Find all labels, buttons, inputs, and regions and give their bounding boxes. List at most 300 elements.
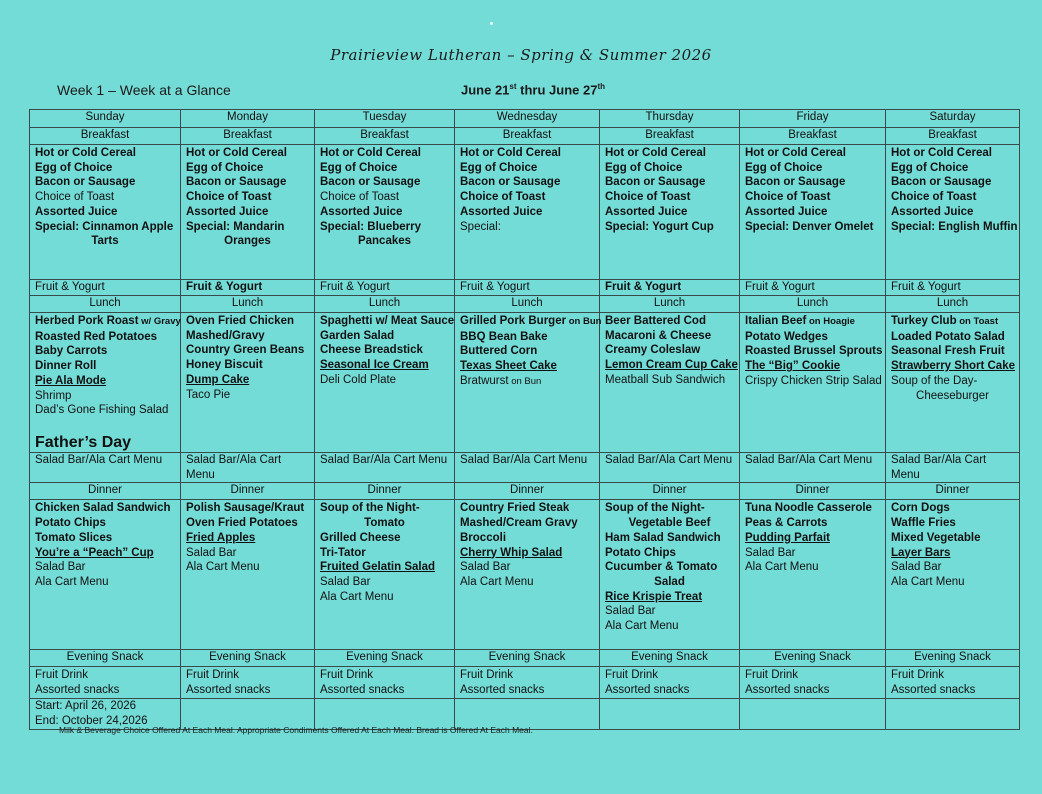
menu-item (745, 374, 880, 389)
menu-item-suffix: w/ Gravy (138, 316, 181, 327)
menu-item (460, 190, 594, 205)
menu-item-text: Egg of Choice (745, 161, 823, 174)
menu-item (320, 190, 449, 205)
menu-item-text: Layer Bars (891, 546, 951, 559)
menu-item-text: Salad Bar (35, 561, 86, 574)
menu-item-text: Seasonal Ice Cream (320, 359, 429, 372)
dinner-row-cell (30, 500, 181, 650)
menu-item (460, 161, 594, 176)
season-dates-row-cell (740, 699, 886, 729)
menu-item (35, 146, 175, 161)
menu-item-text: Assorted Juice (891, 205, 974, 218)
dinner-row-cell (455, 500, 600, 650)
menu-item-text: Egg of Choice (35, 161, 113, 174)
section-header-evening_snack-cell: Evening Snack (315, 650, 455, 667)
menu-item (186, 531, 309, 546)
menu-item-text: Fruited Gelatin Salad (320, 561, 436, 574)
menu-table (29, 109, 1020, 730)
menu-item-text: Potato Chips (35, 517, 106, 530)
menu-item-text: Bratwurst (460, 374, 509, 387)
menu-item (35, 330, 175, 345)
menu-item-text: The “Big” Cookie (745, 360, 841, 373)
menu-item-text: Assorted Juice (460, 205, 543, 218)
menu-item (605, 343, 734, 358)
menu-item-text: Peas & Carrots (745, 517, 828, 530)
section-header-dinner-cell: Dinner (315, 483, 455, 500)
menu-item-text: Cucumber & Tomato (605, 561, 718, 574)
menu-item (35, 389, 175, 404)
menu-item-text: Hot or Cold Cereal (35, 147, 136, 159)
date-start: June 21 (461, 82, 510, 98)
salad-bar-row-cell: Salad Bar/Ala Cart Menu (455, 453, 600, 483)
season-dates-row-cell (600, 699, 740, 729)
menu-item-text: Bacon or Sausage (186, 176, 287, 189)
menu-item-text: Ala Cart Menu (605, 620, 679, 633)
menu-item-text: Ala Cart Menu (35, 575, 109, 588)
menu-item (891, 501, 1014, 516)
section-header-evening_snack-cell: Evening Snack (886, 650, 1020, 667)
menu-item (460, 314, 602, 330)
snack-row-cell (181, 667, 315, 699)
menu-item (891, 314, 1014, 330)
season-end-date: End: October 24,2026 (35, 715, 148, 728)
fruit-yogurt-row-cell: Fruit & Yogurt (30, 280, 181, 296)
menu-item-text: Soup of the Night- (320, 502, 420, 515)
menu-item (605, 358, 738, 373)
menu-item-text: Grilled Pork Burger (460, 315, 567, 327)
snack-item: Assorted snacks (35, 684, 120, 697)
fruit-yogurt-row (30, 280, 1020, 296)
menu-item (320, 343, 449, 358)
menu-item (745, 516, 880, 531)
menu-item-text: Dad’s Gone Fishing Salad (35, 404, 169, 417)
menu-item-text: Bacon or Sausage (320, 176, 421, 189)
snack-item: Fruit Drink (891, 669, 945, 682)
breakfast-row-cell (600, 145, 740, 280)
menu-item (320, 314, 455, 329)
menu-item (320, 358, 449, 373)
menu-item (891, 161, 1014, 176)
menu-item (745, 220, 880, 235)
snack-row-cell (30, 667, 181, 699)
menu-item (745, 314, 880, 330)
menu-item (605, 501, 734, 516)
menu-item-text: Tuna Noodle Casserole (745, 502, 872, 515)
salad-bar-row-cell: Salad Bar/Ala Cart Menu (315, 453, 455, 483)
menu-item-text: Tri-Tator (320, 546, 366, 559)
menu-item-text: Salad Bar (320, 575, 371, 588)
snack-row-cell (455, 667, 600, 699)
menu-item (605, 619, 734, 634)
menu-item (186, 501, 309, 516)
menu-item (35, 220, 175, 235)
menu-item (186, 358, 309, 373)
breakfast-row (30, 145, 1020, 280)
salad-bar-row-cell: Salad Bar/Ala Cart Menu (886, 453, 1020, 483)
menu-item-text: Assorted Juice (186, 205, 269, 218)
menu-item-text: Oven Fried Potatoes (186, 517, 298, 530)
lunch-row-cell (740, 313, 886, 453)
menu-item (320, 329, 449, 344)
menu-item-text: Assorted Juice (320, 205, 403, 218)
menu-item-text: Bacon or Sausage (35, 176, 136, 189)
breakfast-row-cell (886, 145, 1020, 280)
menu-item-text: Shrimp (35, 389, 72, 402)
menu-item-text: Mashed/Cream Gravy (460, 517, 578, 530)
menu-item (745, 359, 880, 374)
menu-item-text: You’re a “Peach” Cup (35, 546, 154, 559)
menu-item (605, 146, 734, 161)
menu-item (186, 314, 309, 329)
menu-item-text: Special: Yogurt Cup (605, 220, 714, 233)
menu-item-suffix: on Toast (956, 316, 999, 327)
menu-item (35, 161, 175, 176)
snack-item: Fruit Drink (605, 669, 659, 682)
menu-item (891, 531, 1014, 546)
menu-item-text: Buttered Corn (460, 345, 538, 358)
menu-item-text: Choice of Toast (35, 191, 115, 204)
menu-item (891, 359, 1014, 374)
menu-item-text: Choice of Toast (460, 191, 546, 204)
menu-item (320, 575, 449, 590)
snack-item: Fruit Drink (745, 669, 799, 682)
menu-item (745, 546, 880, 561)
menu-item-text: Ala Cart Menu (320, 590, 394, 603)
date-start-suffix: st (509, 82, 517, 91)
menu-item (605, 604, 734, 619)
menu-item (605, 161, 734, 176)
dinner-row-cell (600, 500, 740, 650)
menu-item-text: Oranges (224, 235, 271, 248)
menu-item (460, 330, 594, 345)
snack-item: Assorted snacks (605, 684, 690, 697)
menu-item-text: Special: Mandarin (186, 220, 285, 233)
menu-item-text: Choice of Toast (605, 191, 691, 204)
menu-item (745, 205, 880, 220)
menu-item (35, 575, 175, 590)
menu-item (745, 175, 880, 190)
fruit-yogurt-row-cell: Fruit & Yogurt (886, 280, 1020, 296)
menu-item-text: Pudding Parfait (745, 531, 830, 544)
salad-bar-row (30, 453, 1020, 483)
menu-item (35, 190, 175, 205)
menu-item (891, 205, 1014, 220)
menu-item-text: Hot or Cold Cereal (186, 147, 287, 159)
menu-item (35, 516, 175, 531)
day-header: Wednesday (455, 110, 600, 128)
menu-item-text: Roasted Red Potatoes (35, 330, 158, 343)
menu-item (745, 344, 883, 359)
dinner-row-cell (740, 500, 886, 650)
breakfast-row-cell (30, 145, 181, 280)
menu-item-text: Bacon or Sausage (460, 176, 561, 189)
menu-item (745, 161, 880, 176)
menu-item (891, 546, 1014, 561)
menu-item (745, 501, 880, 516)
snack-row-cell (740, 667, 886, 699)
day-header-row (30, 110, 1020, 128)
menu-item (186, 343, 309, 358)
menu-item-text: Soup of the Night- (605, 502, 705, 515)
dinner-row-cell (181, 500, 315, 650)
day-header: Sunday (30, 110, 181, 128)
breakfast-row-cell (740, 145, 886, 280)
menu-item (460, 501, 594, 516)
menu-item-text: Special: Cinnamon Apple (35, 220, 174, 233)
snack-item: Assorted snacks (186, 684, 271, 697)
fathers-day-label: Father’s Day (35, 433, 132, 451)
menu-item-text: Soup of the Day- (891, 374, 978, 387)
menu-item (186, 234, 309, 249)
menu-item (460, 516, 594, 531)
snack-row-cell (886, 667, 1020, 699)
menu-item (320, 560, 449, 575)
menu-item (460, 575, 594, 590)
menu-item (35, 359, 175, 374)
menu-item (891, 575, 1014, 590)
menu-item-text: Salad (654, 575, 685, 588)
lunch-row-cell (181, 313, 315, 453)
menu-item-text: Taco Pie (186, 388, 231, 401)
menu-item (186, 546, 309, 561)
section-header-dinner (30, 483, 1020, 500)
menu-item-text: Ala Cart Menu (891, 575, 965, 588)
lunch-row-cell (600, 313, 740, 453)
menu-item-text: Garden Salad (320, 329, 395, 342)
menu-item (605, 373, 734, 388)
season-start-date: Start: April 26, 2026 (35, 700, 137, 713)
menu-item (35, 546, 175, 561)
menu-item (605, 190, 734, 205)
menu-item (320, 373, 449, 388)
menu-item (605, 220, 734, 235)
menu-item-text: Tomato Slices (35, 531, 113, 544)
menu-item (460, 374, 594, 390)
menu-item-text: Choice of Toast (320, 191, 400, 204)
fruit-yogurt-row-cell: Fruit & Yogurt (315, 280, 455, 296)
menu-item (186, 388, 309, 403)
menu-item (605, 575, 734, 590)
menu-item-text: Macaroni & Cheese (605, 329, 712, 342)
menu-item-text: Choice of Toast (186, 191, 272, 204)
fruit-yogurt-row-cell: Fruit & Yogurt (455, 280, 600, 296)
menu-item (891, 190, 1014, 205)
menu-item (320, 234, 449, 249)
snack-item: Assorted snacks (460, 684, 545, 697)
section-header-breakfast-cell: Breakfast (30, 128, 181, 145)
menu-item (320, 161, 449, 176)
menu-item-text: Oven Fried Chicken (186, 315, 295, 327)
section-header-dinner-cell: Dinner (886, 483, 1020, 500)
menu-item-text: Honey Biscuit (186, 359, 263, 372)
menu-item (460, 344, 594, 359)
menu-item (891, 389, 1014, 404)
menu-item (320, 501, 449, 516)
menu-item-text: Crispy Chicken Strip Salad (745, 374, 882, 387)
section-header-evening_snack-cell: Evening Snack (740, 650, 886, 667)
menu-item (891, 560, 1014, 575)
menu-item-text: Egg of Choice (186, 161, 264, 174)
menu-item (186, 560, 309, 575)
section-header-evening_snack-cell: Evening Snack (181, 650, 315, 667)
menu-item-text: Cherry Whip Salad (460, 546, 563, 559)
menu-item-text: Polish Sausage/Kraut (186, 502, 305, 515)
lunch-row-cell (455, 313, 600, 453)
menu-item-text: Assorted Juice (35, 205, 118, 218)
menu-item (35, 175, 175, 190)
menu-item-text: Ala Cart Menu (745, 561, 819, 574)
dinner-row-cell (315, 500, 455, 650)
menu-item (186, 516, 309, 531)
menu-item-text: Bacon or Sausage (605, 176, 706, 189)
page-title: Prairieview Lutheran – Spring & Summer 2026 (330, 46, 712, 64)
menu-item (745, 560, 880, 575)
menu-item-text: Salad Bar (891, 561, 942, 574)
snack-item: Assorted snacks (745, 684, 830, 697)
menu-item-text: Egg of Choice (460, 161, 538, 174)
day-header: Friday (740, 110, 886, 128)
section-header-lunch-cell: Lunch (740, 296, 886, 313)
menu-item (186, 161, 309, 176)
section-header-breakfast-cell: Breakfast (315, 128, 455, 145)
section-header-dinner-cell: Dinner (455, 483, 600, 500)
lunch-row (30, 313, 1020, 453)
day-header: Monday (181, 110, 315, 128)
lunch-row-cell (886, 313, 1020, 453)
section-header-evening_snack-cell: Evening Snack (455, 650, 600, 667)
lunch-row-cell (30, 313, 181, 453)
section-header-evening_snack (30, 650, 1020, 667)
menu-item-text: Choice of Toast (745, 191, 831, 204)
date-range (461, 82, 605, 97)
menu-item (186, 175, 309, 190)
menu-item-text: Dinner Roll (35, 360, 97, 373)
menu-item-text: Salad Bar (186, 546, 237, 559)
menu-item-text: Country Green Beans (186, 344, 305, 357)
menu-item-text: Baby Carrots (35, 345, 108, 358)
menu-item-text: Lemon Cream Cup Cake (605, 359, 738, 372)
date-end-suffix: th (597, 82, 606, 91)
menu-item-suffix: on Hoagie (806, 316, 855, 327)
menu-item (891, 516, 1014, 531)
menu-item (35, 344, 175, 359)
day-header: Saturday (886, 110, 1020, 128)
menu-item-text: BBQ Bean Bake (460, 330, 548, 343)
salad-bar-row-cell: Salad Bar/Ala Cart Menu (181, 453, 315, 483)
section-header-dinner-cell: Dinner (30, 483, 181, 500)
snack-row-cell (315, 667, 455, 699)
menu-item (891, 330, 1014, 345)
menu-item-text: Egg of Choice (891, 161, 969, 174)
menu-item (35, 531, 175, 546)
menu-item (186, 205, 309, 220)
menu-item-text: Italian Beef (745, 315, 807, 327)
menu-item (460, 531, 594, 546)
menu-item-text: Pancakes (357, 235, 412, 248)
day-header: Tuesday (315, 110, 455, 128)
menu-item (186, 146, 309, 161)
menu-item (186, 190, 309, 205)
breakfast-row-cell (455, 145, 600, 280)
section-header-dinner-cell: Dinner (740, 483, 886, 500)
date-mid: thru June 27 (516, 82, 598, 98)
snack-item: Fruit Drink (35, 669, 89, 682)
menu-item (320, 220, 449, 235)
menu-item (35, 560, 175, 575)
snack-item: Assorted snacks (891, 684, 976, 697)
menu-item (891, 344, 1014, 359)
menu-item-text: Bacon or Sausage (891, 176, 992, 189)
menu-item (35, 403, 175, 418)
menu-item (745, 190, 880, 205)
week-label: Week 1 – Week at a Glance (57, 82, 231, 98)
menu-item (605, 590, 734, 605)
menu-item (605, 314, 734, 329)
section-header-lunch-cell: Lunch (886, 296, 1020, 313)
season-dates-row-cell (886, 699, 1020, 729)
menu-item (460, 546, 594, 561)
menu-item (186, 329, 309, 344)
menu-item-text: Ala Cart Menu (460, 575, 534, 588)
menu-item-text: Chicken Salad Sandwich (35, 502, 171, 515)
menu-item-text: Tarts (91, 235, 119, 248)
menu-item-text: Potato Wedges (745, 330, 828, 343)
section-header-lunch-cell: Lunch (455, 296, 600, 313)
menu-item-text: Egg of Choice (320, 161, 398, 174)
menu-item (320, 146, 449, 161)
section-header-evening_snack-cell: Evening Snack (600, 650, 740, 667)
menu-item (745, 146, 880, 161)
section-header-lunch (30, 296, 1020, 313)
menu-item (460, 175, 594, 190)
menu-item-text: Hot or Cold Cereal (745, 147, 846, 159)
snack-item: Assorted snacks (320, 684, 405, 697)
menu-item-text: Strawberry Short Cake (891, 360, 1015, 373)
menu-item-text: Creamy Coleslaw (605, 344, 701, 357)
fruit-yogurt-row-cell: Fruit & Yogurt (740, 280, 886, 296)
menu-item (605, 560, 734, 575)
menu-item (35, 501, 175, 516)
menu-item-text: Beer Battered Cod (605, 315, 706, 327)
menu-item-text: Assorted Juice (605, 205, 688, 218)
menu-item-text: Ala Cart Menu (186, 561, 260, 574)
section-header-evening_snack-cell: Evening Snack (30, 650, 181, 667)
snack-row (30, 667, 1020, 699)
menu-item-text: Choice of Toast (891, 191, 977, 204)
section-header-breakfast-cell: Breakfast (740, 128, 886, 145)
menu-item-text: Salad Bar (605, 605, 656, 618)
snack-item: Fruit Drink (460, 669, 514, 682)
menu-item (320, 546, 449, 561)
dinner-row-cell (886, 500, 1020, 650)
menu-item-text: Deli Cold Plate (320, 373, 397, 386)
menu-item (186, 220, 309, 235)
menu-item-text: Loaded Potato Salad (891, 330, 1005, 343)
menu-item (320, 590, 449, 605)
section-header-lunch-cell: Lunch (30, 296, 181, 313)
menu-item (35, 234, 175, 249)
menu-item-text: Hot or Cold Cereal (460, 147, 561, 159)
menu-item-text: Cheese Breadstick (320, 344, 423, 357)
menu-item (891, 146, 1014, 161)
menu-item-text: Salad Bar (745, 546, 796, 559)
menu-item-text: Mixed Vegetable (891, 531, 981, 544)
menu-item-text: Texas Sheet Cake (460, 360, 557, 373)
menu-item-text: Pie Ala Mode (35, 374, 107, 387)
menu-item-text: Vegetable Beef (628, 517, 711, 530)
menu-item-text: Seasonal Fresh Fruit (891, 345, 1005, 358)
menu-item (605, 516, 734, 531)
